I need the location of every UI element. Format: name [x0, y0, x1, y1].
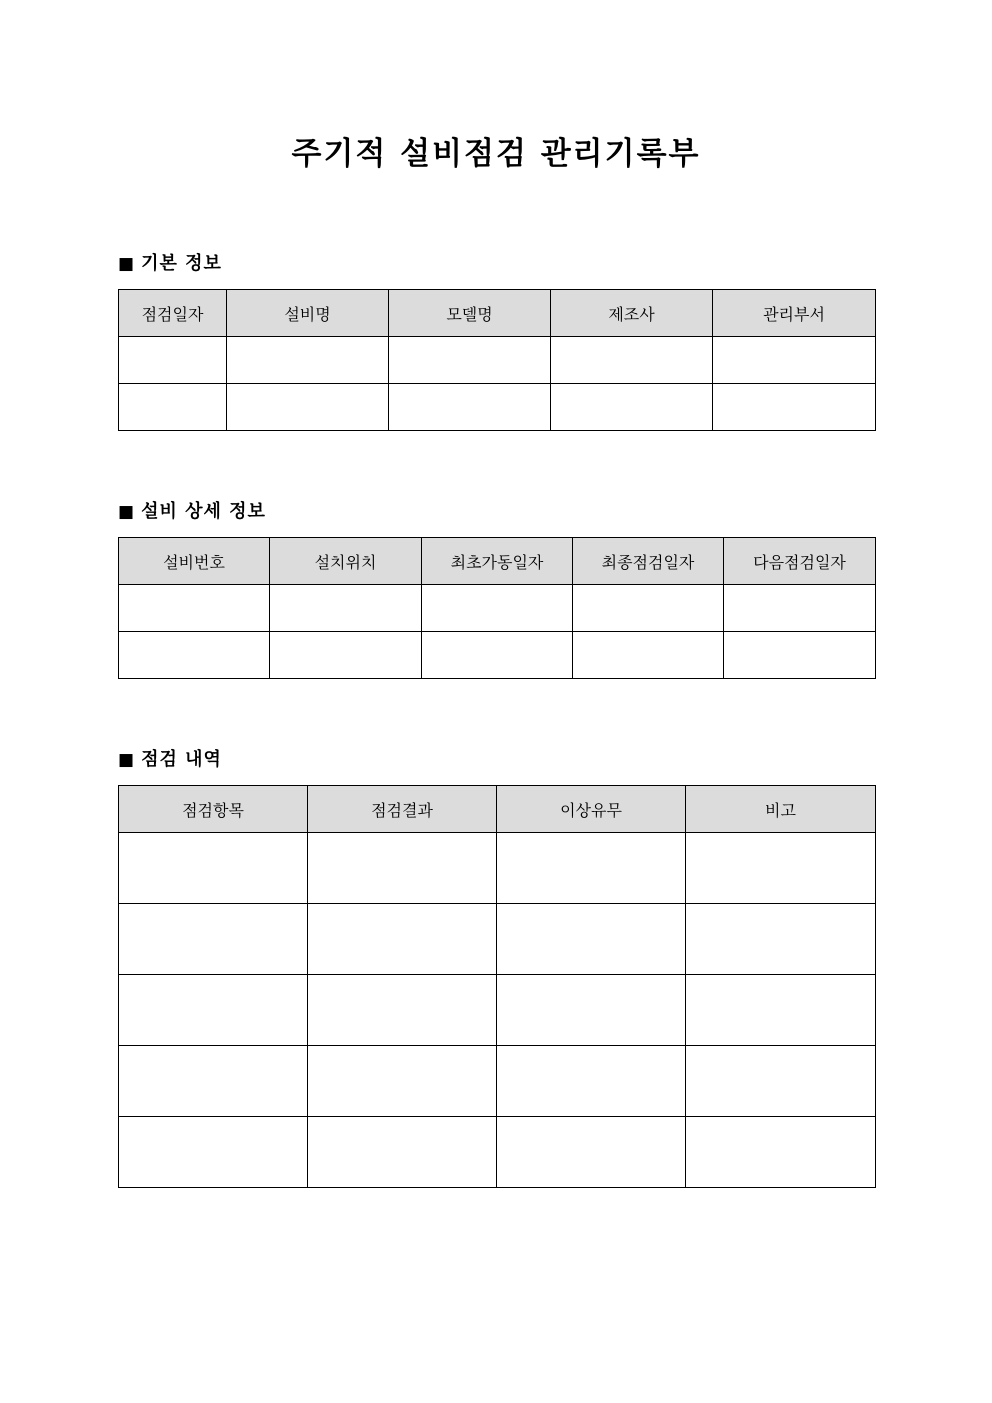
section-heading-label: 기본 정보	[141, 253, 222, 274]
section-heading-inspection-record	[118, 748, 222, 772]
section-heading-equipment-detail	[118, 500, 266, 524]
table-cell[interactable]	[119, 384, 227, 431]
table-row	[119, 904, 876, 975]
basic-info-table	[118, 289, 876, 431]
table-row	[119, 1117, 876, 1188]
table-cell[interactable]	[497, 975, 686, 1046]
table-cell[interactable]	[270, 585, 422, 632]
column-header-inspection-result: 점검결과	[308, 786, 497, 833]
table-cell[interactable]	[724, 632, 876, 679]
table-row	[119, 337, 876, 384]
table-cell[interactable]	[308, 1117, 497, 1188]
equipment-detail-table	[118, 537, 876, 679]
table-header-row	[119, 290, 876, 337]
table-cell[interactable]	[119, 632, 270, 679]
table-cell[interactable]	[422, 585, 573, 632]
table-cell[interactable]	[686, 1046, 876, 1117]
table-cell[interactable]	[227, 337, 389, 384]
column-header-remarks: 비고	[686, 786, 876, 833]
table-row	[119, 632, 876, 679]
table-cell[interactable]	[119, 833, 308, 904]
table-row	[119, 1046, 876, 1117]
table-cell[interactable]	[686, 833, 876, 904]
table-cell[interactable]	[422, 632, 573, 679]
table-cell[interactable]	[686, 1117, 876, 1188]
page-title: 주기적 설비점검 관리기록부	[291, 136, 701, 172]
column-header-abnormality: 이상유무	[497, 786, 686, 833]
table-cell[interactable]	[551, 384, 713, 431]
table-row	[119, 975, 876, 1046]
table-cell[interactable]	[686, 975, 876, 1046]
table-cell[interactable]	[308, 833, 497, 904]
table-cell[interactable]	[119, 975, 308, 1046]
table-header-row	[119, 538, 876, 585]
table-cell[interactable]	[551, 337, 713, 384]
inspection-record-table	[118, 785, 876, 1188]
column-header-inspection-item: 점검항목	[119, 786, 308, 833]
column-header-first-operation-date: 최초가동일자	[422, 538, 573, 585]
table-cell[interactable]	[308, 904, 497, 975]
table-cell[interactable]	[119, 585, 270, 632]
table-row	[119, 833, 876, 904]
column-header-manufacturer: 제조사	[551, 290, 713, 337]
column-header-inspection-date: 점검일자	[119, 290, 227, 337]
table-cell[interactable]	[497, 904, 686, 975]
column-header-install-location: 설치위치	[270, 538, 422, 585]
table-cell[interactable]	[308, 1046, 497, 1117]
table-cell[interactable]	[308, 975, 497, 1046]
table-cell[interactable]	[713, 337, 876, 384]
table-cell[interactable]	[389, 337, 551, 384]
table-row	[119, 384, 876, 431]
table-cell[interactable]	[227, 384, 389, 431]
table-cell[interactable]	[119, 1046, 308, 1117]
table-cell[interactable]	[119, 1117, 308, 1188]
table-cell[interactable]	[270, 632, 422, 679]
square-bullet-icon: ■	[118, 750, 136, 770]
table-cell[interactable]	[724, 585, 876, 632]
square-bullet-icon: ■	[118, 254, 136, 274]
section-heading-label: 설비 상세 정보	[141, 501, 266, 522]
table-cell[interactable]	[573, 632, 724, 679]
table-cell[interactable]	[119, 904, 308, 975]
column-header-model-name: 모델명	[389, 290, 551, 337]
square-bullet-icon: ■	[118, 502, 136, 522]
table-cell[interactable]	[573, 585, 724, 632]
table-cell[interactable]	[389, 384, 551, 431]
column-header-next-inspection-date: 다음점검일자	[724, 538, 876, 585]
table-cell[interactable]	[497, 1117, 686, 1188]
table-cell[interactable]	[119, 337, 227, 384]
section-heading-label: 점검 내역	[141, 749, 222, 770]
column-header-equipment-number: 설비번호	[119, 538, 270, 585]
table-cell[interactable]	[497, 833, 686, 904]
table-cell[interactable]	[497, 1046, 686, 1117]
table-cell[interactable]	[713, 384, 876, 431]
column-header-department: 관리부서	[713, 290, 876, 337]
table-cell[interactable]	[686, 904, 876, 975]
table-row	[119, 585, 876, 632]
column-header-equipment-name: 설비명	[227, 290, 389, 337]
section-heading-basic-info	[118, 252, 222, 276]
table-header-row	[119, 786, 876, 833]
column-header-last-inspection-date: 최종점검일자	[573, 538, 724, 585]
